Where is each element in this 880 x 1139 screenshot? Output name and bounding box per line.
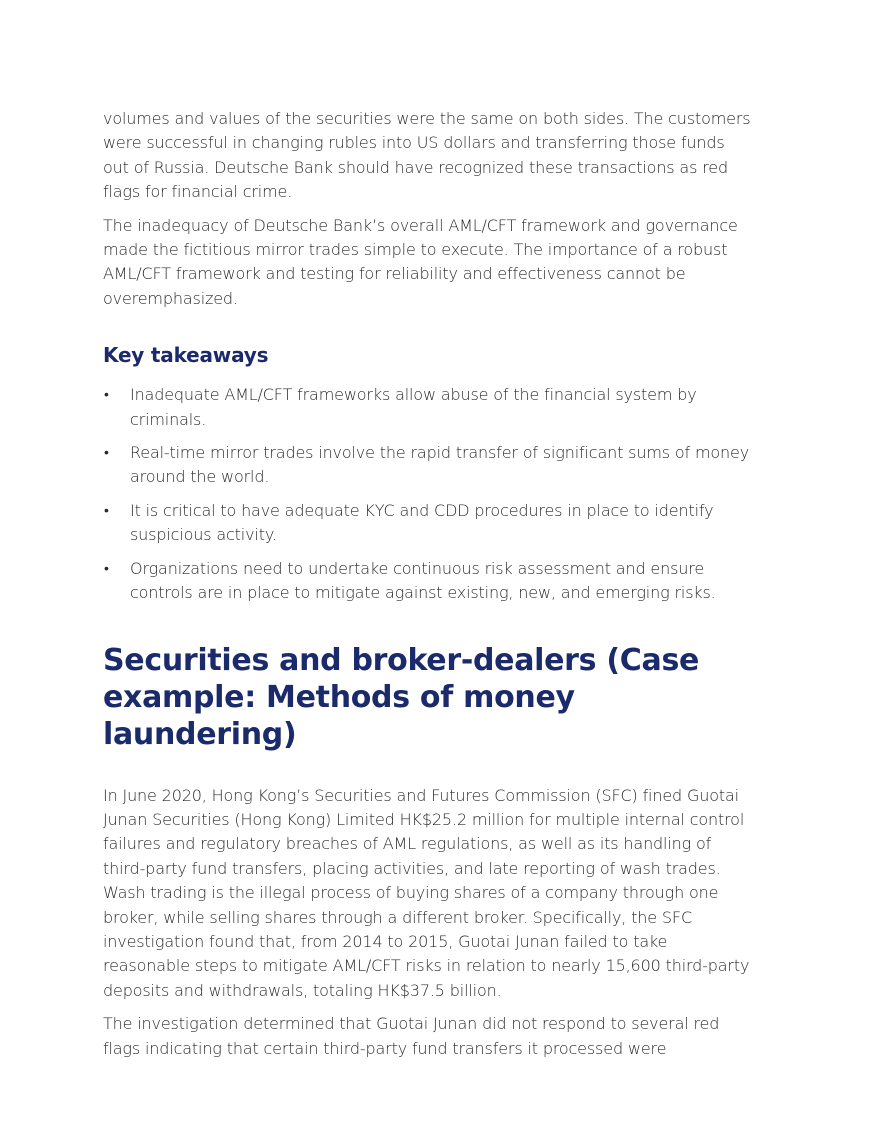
key-takeaways-list: [103, 383, 753, 605]
list-item: [103, 441, 753, 490]
list-item: [103, 557, 753, 606]
list-item: [103, 499, 753, 548]
list-item-text: Real-time mirror trades involve the rapid transfer of significant sums of money around the world.: [130, 443, 750, 487]
section-heading: Securities and broker-dealers (Case example: Methods of money laundering): [103, 642, 700, 752]
list-item-text: It is critical to have adequate KYC and CDD procedures in place to identify suspicious activity.: [130, 500, 714, 545]
key-takeaways-heading: Key takeaways: [103, 343, 269, 368]
bullet-icon: •: [104, 560, 109, 577]
bullet-icon: •: [104, 502, 109, 519]
bullet-icon: •: [104, 445, 109, 462]
list-item-text: Organizations need to undertake continuous risk assessment and ensure controls are in place to mitigate against existing, new, and emerging risks.: [130, 558, 716, 603]
list-item: [103, 383, 753, 432]
list-item-text: Inadequate AML/CFT frameworks allow abuse of the financial system by criminals.: [130, 385, 697, 429]
page-content: [103, 107, 753, 1070]
bullet-icon: •: [104, 387, 109, 404]
paragraph: The investigation determined that Guotai Junan did not respond to several red flags indicating that certain third-party fund transfers it processed were: [103, 1014, 720, 1058]
paragraph: The inadequacy of Deutsche Bank’s overall AML/CFT framework and governance made the fictitious mirror trades simple to execute. The importance of a robust AML/CFT framework and testing for reliability and effectiveness cannot be overemphasized.: [103, 215, 738, 308]
paragraph: volumes and values of the securities were the same on both sides. The customers were successful in changing rubles into US dollars and transferring those funds out of Russia. Deutsche Bank should have recognized these transactions as red flags for financial crime.: [103, 109, 751, 202]
paragraph: In June 2020, Hong Kong’s Securities and Futures Commission (SFC) fined Guotai Junan Securities (Hong Kong) Limited HK$25.2 million for multiple internal control failures and regulatory breaches of AML regulations, as well as its handling of third-party fund transfers, placing activities, and late reporting of wash trades. Wash trading is the illegal process of buying shares of a company through one broker, while selling shares through a different broker. Specifically, the SFC investigation found that, from 2014 to 2015, Guotai Junan failed to take reasonable steps to mitigate AML/CFT risks in relation to nearly 15,600 third-party deposits and withdrawals, totaling HK$37.5 billion.: [103, 785, 750, 1000]
